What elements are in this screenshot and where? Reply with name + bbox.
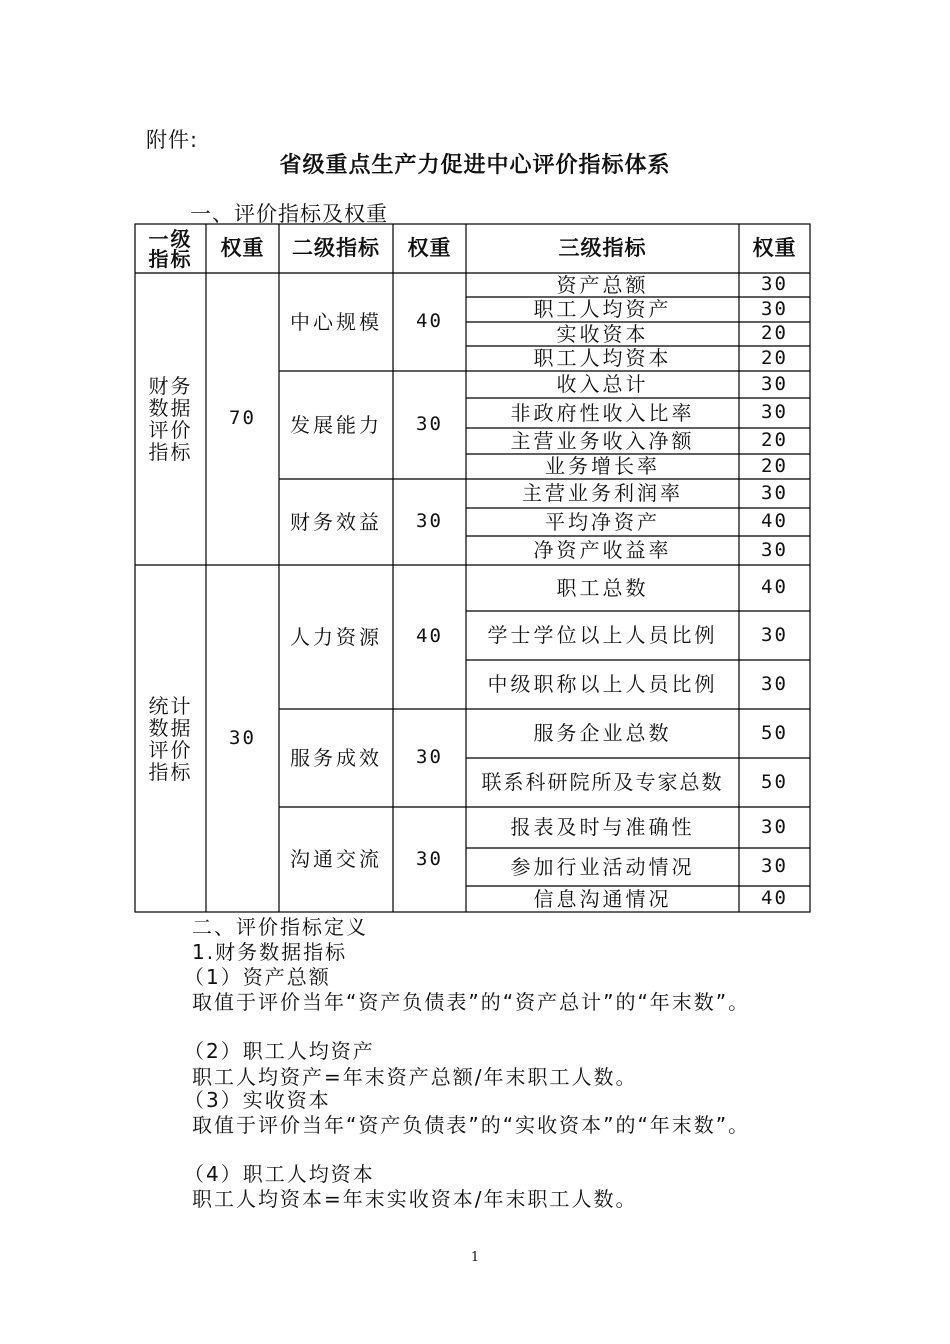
- definition-text: 职工人均资产=年末资产总额/年末职工人数。: [192, 1065, 638, 1089]
- level1-statistics-l2: 数据: [148, 715, 193, 740]
- level3-label: 学士学位以上人员比例: [487, 623, 718, 647]
- subsection-financial: 1.财务数据指标: [192, 940, 348, 964]
- level3-weight: 40: [761, 510, 788, 533]
- level3-weight: 30: [761, 481, 788, 504]
- level3-label: 主营业务利润率: [522, 481, 683, 505]
- page-title: 省级重点生产力促进中心评价指标体系: [279, 153, 671, 178]
- level3-label: 资产总额: [556, 272, 649, 297]
- definition-label: （2）职工人均资产: [184, 1039, 375, 1063]
- level3-weight: 30: [761, 815, 788, 838]
- level3-weight: 40: [761, 887, 788, 910]
- level1-weight: 30: [229, 726, 256, 749]
- level1-financial-l4: 指标: [148, 440, 193, 464]
- definition-label: （3）实收资本: [184, 1088, 331, 1112]
- level3-weight: 30: [761, 855, 788, 878]
- definition-label: （4）职工人均资本: [184, 1162, 375, 1186]
- level3-label: 中级职称以上人员比例: [487, 672, 718, 696]
- level3-label: 主营业务收入净额: [510, 428, 695, 453]
- level1-financial-l3: 评价: [148, 418, 193, 442]
- level2-label: 中心规模: [290, 309, 382, 334]
- definition-text: 职工人均资本=年末实收资本/年末职工人数。: [192, 1187, 638, 1211]
- level2-weight: 30: [416, 746, 443, 769]
- level3-weight: 50: [761, 770, 788, 793]
- level2-label: 人力资源: [290, 624, 382, 649]
- level2-label: 财务效益: [290, 509, 382, 534]
- level1-financial-l2: 数据: [148, 396, 193, 420]
- level3-label: 职工总数: [556, 575, 649, 600]
- level2-label: 发展能力: [290, 412, 382, 437]
- attachment-label: 附件:: [146, 128, 199, 152]
- page-number: 1: [470, 1250, 480, 1265]
- header-weight-2: 权重: [407, 236, 452, 261]
- level3-weight: 50: [761, 721, 788, 744]
- level3-weight: 30: [761, 273, 788, 296]
- level1-financial-l1: 财务: [148, 374, 193, 398]
- definition-label: （1）资产总额: [184, 965, 331, 989]
- level3-label: 实收资本: [556, 321, 649, 346]
- level1-financial: [135, 273, 206, 565]
- level2-label: 服务成效: [290, 745, 382, 770]
- header-level1-line1: 一级: [148, 226, 193, 251]
- level3-weight: 30: [761, 623, 788, 646]
- header-weight-3: 权重: [752, 236, 797, 261]
- level3-label: 净资产收益率: [533, 538, 672, 562]
- section-heading-1: 一、评价指标及权重: [190, 202, 388, 226]
- level3-label: 职工人均资本: [533, 346, 672, 370]
- level3-weight: 20: [761, 346, 788, 369]
- level3-label: 平均净资产: [545, 509, 660, 534]
- level1-statistics-l1: 统计: [148, 693, 193, 718]
- level1-statistics-l4: 指标: [148, 759, 193, 784]
- level3-label: 联系科研院所及专家总数: [481, 770, 724, 794]
- level3-weight: 30: [761, 401, 788, 424]
- level3-weight: 20: [761, 429, 788, 452]
- level3-weight: 20: [761, 454, 788, 477]
- level2-weight: 30: [416, 847, 443, 870]
- level3-weight: 30: [761, 672, 788, 695]
- level3-label: 职工人均资产: [533, 297, 672, 321]
- level1-statistics-l3: 评价: [148, 737, 193, 762]
- level3-weight: 20: [761, 322, 788, 345]
- header-level1-line2: 指标: [148, 246, 193, 271]
- level2-weight: 30: [416, 413, 443, 436]
- level3-weight: 30: [761, 297, 788, 320]
- level2-label: 沟通交流: [290, 847, 382, 871]
- definition-text: 取值于评价当年“资产负债表”的“实收资本”的“年末数”。: [192, 1113, 751, 1137]
- level3-label: 参加行业活动情况: [510, 854, 695, 879]
- level2-weight: 30: [416, 510, 443, 533]
- section-heading-2: 二、评价指标定义: [192, 915, 368, 939]
- level3-weight: 40: [761, 576, 788, 599]
- level3-label: 收入总计: [556, 372, 649, 396]
- level3-label: 非政府性收入比率: [510, 400, 695, 425]
- header-level3: 三级指标: [558, 236, 647, 261]
- level3-weight: 30: [761, 538, 788, 561]
- level1-weight: 70: [229, 407, 256, 430]
- header-level1: [135, 224, 206, 273]
- level2-weight: 40: [416, 310, 443, 333]
- header-weight-1: 权重: [220, 236, 265, 261]
- definition-text: 取值于评价当年“资产负债表”的“资产总计”的“年末数”。: [192, 990, 751, 1014]
- level3-label: 报表及时与准确性: [510, 815, 695, 839]
- level3-weight: 30: [761, 372, 788, 395]
- header-level2: 二级指标: [292, 236, 380, 261]
- level2-weight: 40: [416, 625, 443, 648]
- level3-label: 信息沟通情况: [533, 886, 672, 911]
- level3-label: 业务增长率: [545, 454, 660, 478]
- level3-label: 服务企业总数: [533, 721, 672, 745]
- level1-statistics: [135, 565, 206, 912]
